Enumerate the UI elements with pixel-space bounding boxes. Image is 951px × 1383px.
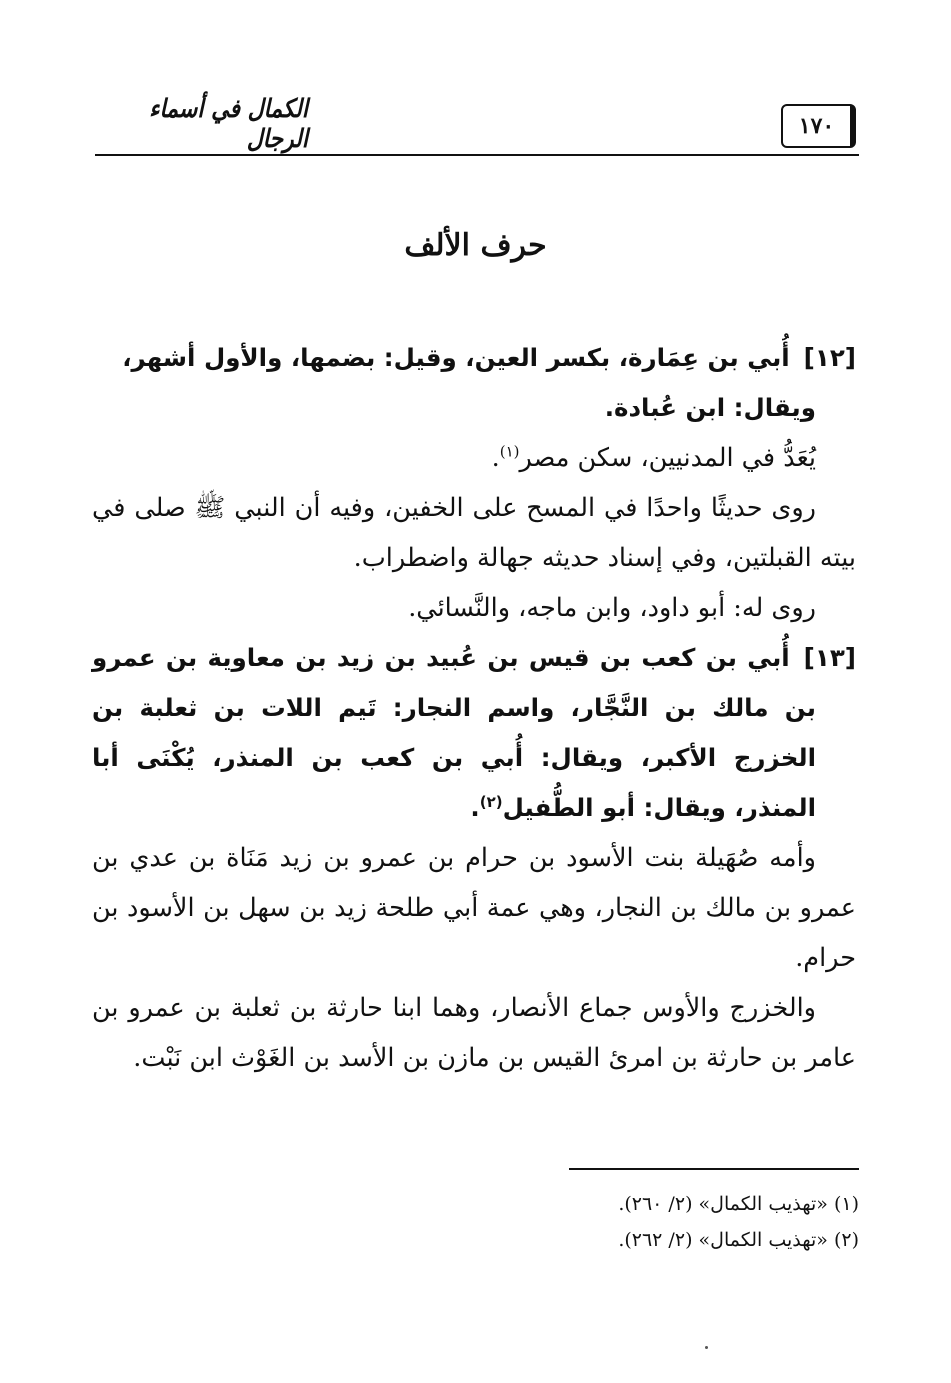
entry-12-heading	[92, 333, 856, 433]
entry-heading-line: مالك بن النَّجَّار، واسم النجار: تَيم اللات بن ثعلبة بن الخزرج الأكبر، ويقال: أُبي بن كعب بن المنذر، يُكْنَى أبا المنذر، ويقال: أبو الطُّفيل	[92, 693, 816, 822]
entry-13-heading	[92, 633, 856, 833]
entry-heading-line: ويقال: ابن عُبادة.	[604, 393, 816, 422]
footnotes	[92, 1186, 859, 1258]
footnote: (٢) «تهذيب الكمال» (٢/ ٢٦٢).	[618, 1229, 859, 1251]
entry-number: [١٢]	[803, 343, 856, 372]
entry-number: [١٣]	[803, 643, 856, 672]
footnote: (١) «تهذيب الكمال» (٢/ ٢٦٠).	[618, 1193, 859, 1215]
paragraph: روى له: أبو داود، وابن ماجه، والنَّسائي.	[408, 593, 816, 623]
footnote-separator	[569, 1168, 859, 1170]
paragraph-text: يُعَدُّ في المدنيين، سكن مصر	[519, 443, 816, 473]
entry-heading-line: أُبي بن كعب بن قيس بن عُبيد بن زيد بن معاوية بن عمرو بن	[92, 643, 816, 722]
entry-heading-line: أُبي بن عِمَارة، بكسر العين، وقيل: بضمها، والأول أشهر،	[122, 343, 790, 372]
paragraph	[92, 433, 856, 483]
punctuation: .	[491, 443, 500, 473]
chapter-title: حرف الألف	[404, 228, 547, 263]
paragraph: وأمه صُهَيلة بنت الأسود بن حرام بن عمرو بن زيد مَنَاة بن عدي بن عمرو بن مالك بن النجار، وهي عمة أبي طلحة زيد بن سهل بن الأسود بن حرام.	[92, 843, 856, 973]
scan-speck	[705, 1346, 708, 1349]
paragraph: والخزرج والأوس جماع الأنصار، وهما ابنا حارثة بن ثعلبة بن عمرو بن عامر بن حارثة بن امرئ القيس بن مازن بن الأسد بن الغَوْث ابن نَبْت.	[92, 993, 856, 1073]
footnote-ref: (٢)	[479, 792, 503, 811]
page-number: ١٧٠	[781, 104, 856, 148]
footnote-ref: (١)	[499, 442, 520, 461]
body-text	[92, 333, 856, 1083]
running-title: الكمال في أسماء الرجال	[149, 94, 308, 154]
header-rule	[95, 154, 859, 156]
paragraph: روى حديثًا واحدًا في المسح على الخفين، وفيه أن النبي ﷺ صلى في بيته القبلتين، وفي إسناد حديثه جهالة واضطراب.	[92, 493, 856, 573]
punctuation: .	[470, 793, 480, 822]
